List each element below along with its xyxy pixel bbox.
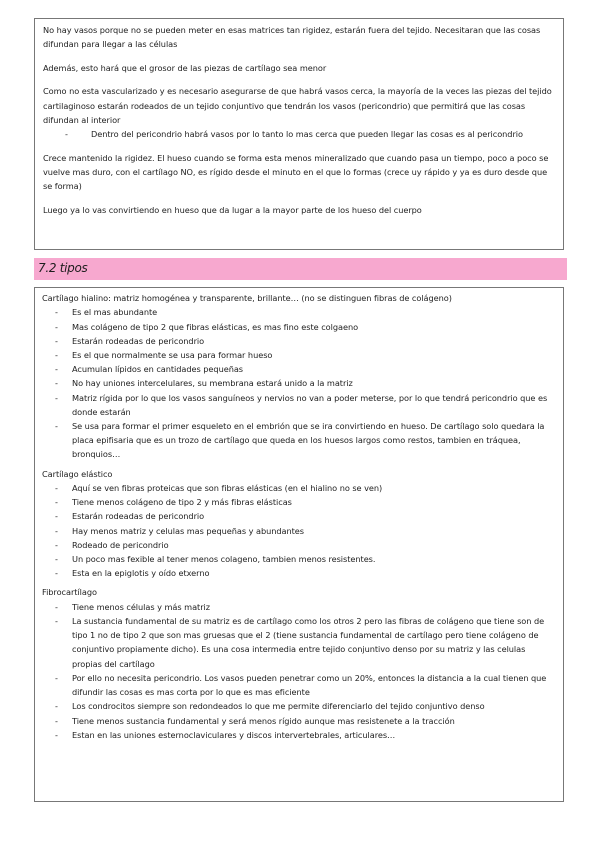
list-item: - Tiene menos sustancia fundamental y será menos rígido aunque mas resistenete a la tracción — [42, 714, 556, 728]
list-item: - Estarán rodeadas de pericondrio — [42, 509, 556, 523]
section-title-hialino: Cartílago hialino: matriz homogénea y transparente, brillante… (no se distinguen fibras de colágeno) — [42, 293, 452, 303]
list-item: - Tiene menos células y más matriz — [42, 600, 556, 614]
list-item: - Los condrocitos siempre son redondeados lo que me permite diferenciarlo del tejido conjuntivo denso — [42, 699, 556, 713]
fibro-list — [42, 600, 556, 742]
paragraph: Como no esta vascularizado y es necesario asegurarse de que habrá vasos cerca, la mayoría de la veces las piezas del tejido cartilaginoso estarán rodeados de un tejido conjuntivo que tendrán los vasos (pericondrio) que permitirá que las cosas difundan al interior — [43, 86, 552, 126]
section-title-elastico: Cartílago elástico — [42, 468, 113, 479]
section-title-fibrocartilago: Fibrocartílago — [42, 587, 97, 598]
list-item: - Rodeado de pericondrio — [42, 538, 556, 552]
paragraph: Luego ya lo vas convirtiendo en hueso que da lugar a la mayor parte de los hueso del cuerpo — [43, 204, 422, 215]
bullet-list — [43, 127, 555, 141]
paragraph: No hay vasos porque no se pueden meter en esas matrices tan rigidez, estarán fuera del tejido. Necesitaran que las cosas difundan para llegar a las células — [43, 25, 541, 50]
list-item: - Matriz rígida por lo que los vasos sanguíneos y nervios no van a poder meterse, por lo que tendrá pericondrio que es donde estarán — [42, 391, 556, 419]
paragraph: Crece mantenido la rigidez. El hueso cuando se forma esta menos mineralizado que cuando pasa un tiempo, poco a poco se vuelve mas duro, con el cartílago NO, es rígido desde el minuto en el que lo formas (crece uy rápido y ya es duro desde que se forma) — [43, 152, 549, 192]
list-item: - La sustancia fundamental de su matriz es de cartílago como los otros 2 pero las fibras de colágeno que tiene son de tipo 1 no de tipo 2 que son mas gruesas que el 2 (tiene sustancia fundamental de cartílago pero tiene colágeno de conjuntivo propiamente dicho). Es una cosa intermedia entre tejido conjuntivo denso por su matriz y las celulas propias del cartílago — [42, 614, 556, 671]
list-item: - Dentro del pericondrio habrá vasos por lo tanto lo mas cerca que pueden llegar las cosas es al pericondrio — [43, 127, 555, 141]
hialino-list — [42, 305, 556, 461]
list-item: - Mas colágeno de tipo 2 que fibras elásticas, es mas fino este colgaeno — [42, 320, 556, 334]
list-item: - Tiene menos colágeno de tipo 2 y más fibras elásticas — [42, 495, 556, 509]
section-banner — [34, 258, 567, 280]
intro-text-box — [34, 18, 564, 250]
list-item: - Aquí se ven fibras proteicas que son fibras elásticas (en el hialino no se ven) — [42, 481, 556, 495]
paragraph: Además, esto hará que el grosor de las piezas de cartílago sea menor — [43, 62, 327, 73]
list-item: - Se usa para formar el primer esqueleto en el embrión que se ira convirtiendo en hueso. De cartílago solo quedara la placa epifisaria que es un trozo de cartílago que queda en los huesos largos como restos, tambien en tráquea, bronquios… — [42, 419, 556, 462]
list-item: - Por ello no necesita pericondrio. Los vasos pueden penetrar como un 20%, entonces la distancia a la cual tienen que difundir las cosas es mas corta por lo que es mas eficiente — [42, 671, 556, 699]
list-item: - Es el mas abundante — [42, 305, 556, 319]
list-item: - Esta en la epiglotis y oído etxerno — [42, 566, 556, 580]
list-item: - Acumulan lípidos en cantidades pequeñas — [42, 362, 556, 376]
list-item: - Hay menos matriz y celulas mas pequeñas y abundantes — [42, 524, 556, 538]
cartilage-types-box — [34, 287, 564, 802]
list-item: - Estan en las uniones esternoclaviculares y discos intervertebrales, articulares… — [42, 728, 556, 742]
elastico-list — [42, 481, 556, 580]
list-item: - Estarán rodeadas de pericondrio — [42, 334, 556, 348]
list-item: - No hay uniones intercelulares, su membrana estará unido a la matriz — [42, 376, 556, 390]
section-heading: 7.2 tipos — [38, 261, 88, 275]
list-item: - Un poco mas fexible al tener menos colageno, tambien menos resistentes. — [42, 552, 556, 566]
list-item: - Es el que normalmente se usa para formar hueso — [42, 348, 556, 362]
